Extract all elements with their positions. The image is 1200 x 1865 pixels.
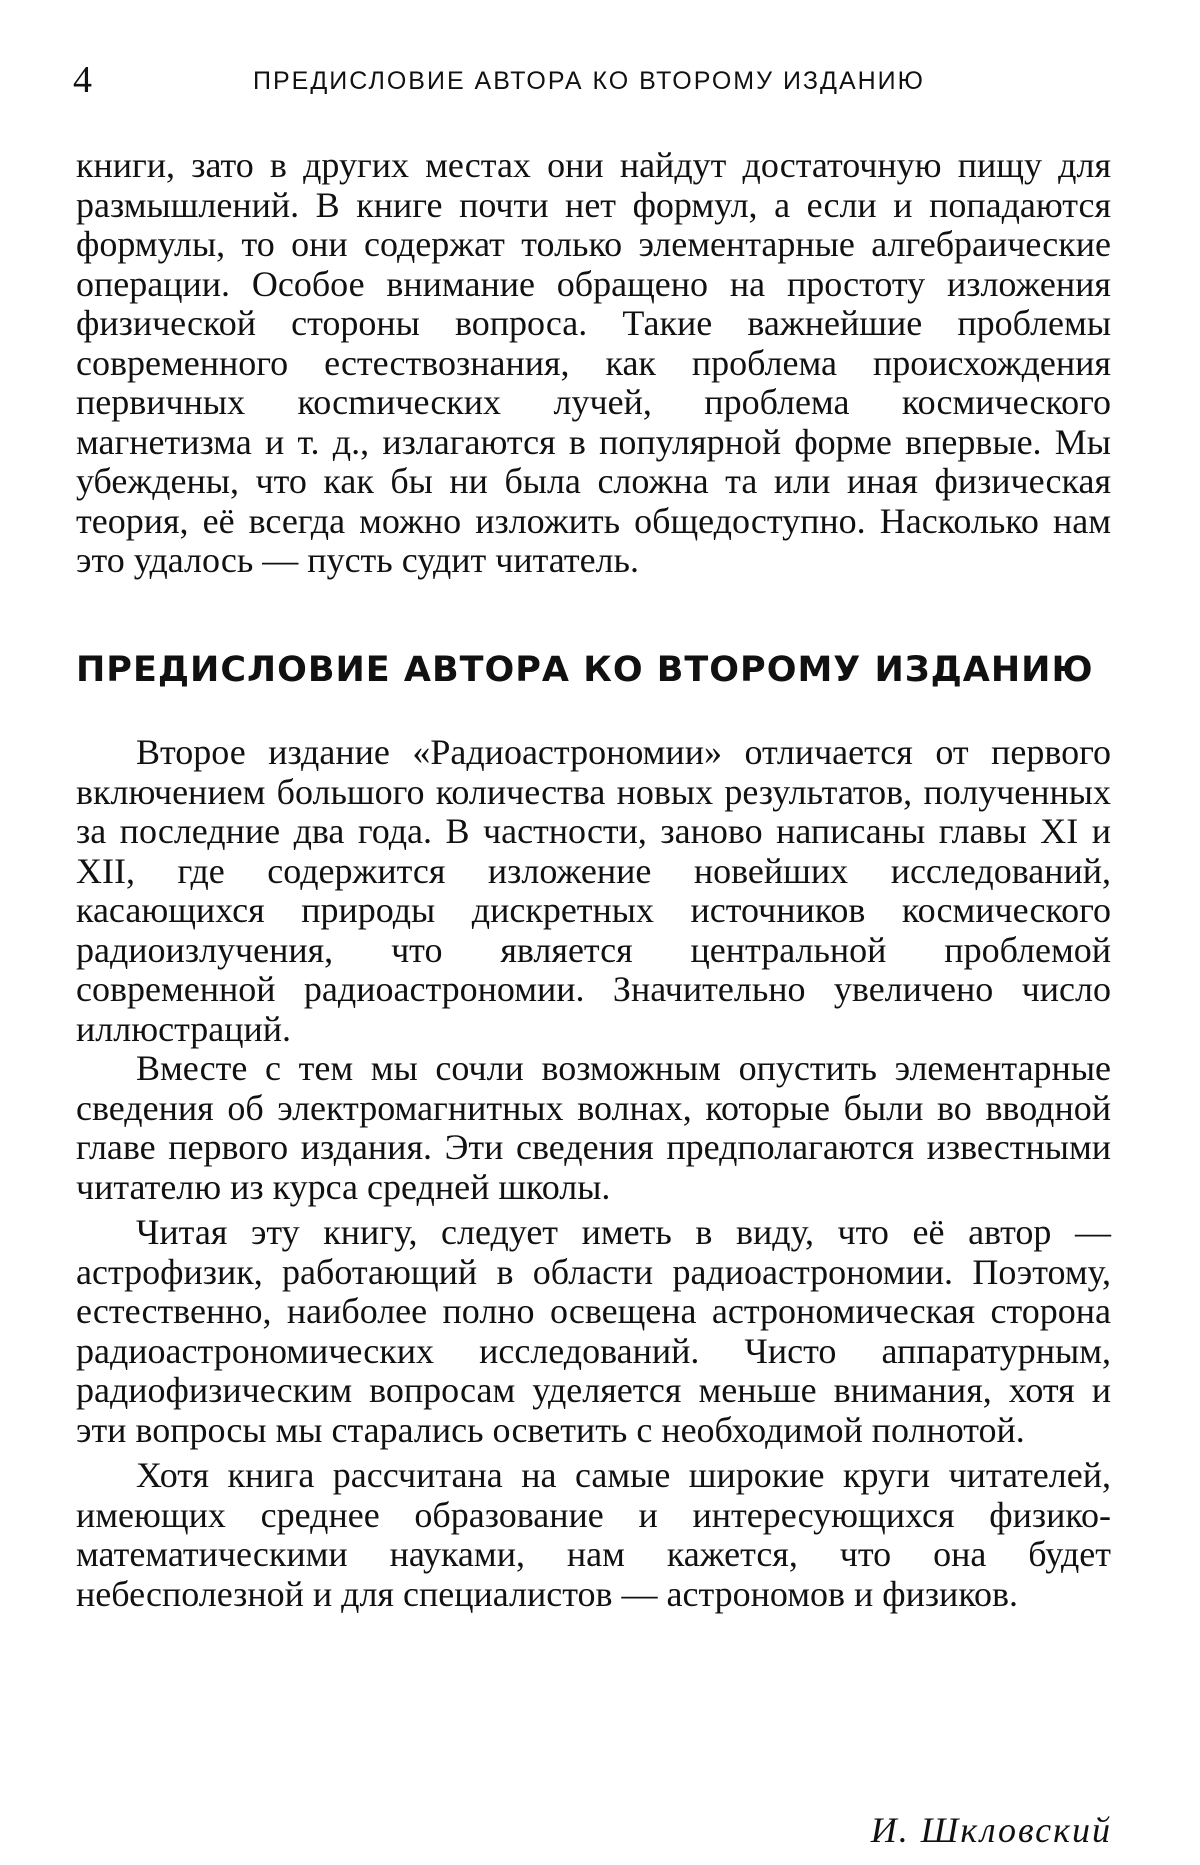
continuation-paragraph: книги, зато в других местах они найдут достаточную пищу для размышлений. В книге почти нет формул, а если и попадаются формулы, то они содержат только элементарные алгебраические операции. Особое внимание обращено на простоту изложения физической стороны вопроса. Такие важнейшие проблемы современного естествознания, как проблема происхождения первичных косmических лучей, проблема космического магнетизма и т. д., излагаются в популярной форме впервые. Мы убеждены, что как бы ни была сложна та или иная физическая теория, её всегда можно изложить общедоступно. Насколько нам это удалось — пусть судит читатель. [76,145,1111,580]
running-head [73,60,1115,100]
continuation-block [76,146,1111,581]
running-title: ПРЕДИСЛОВИЕ АВТОРА КО ВТОРОМУ ИЗДАНИЮ [253,67,925,95]
section-body [76,733,1111,1614]
page-number: 4 [73,59,92,101]
paragraph-2: Вместе с тем мы сочли возможным опустить элементарные сведения об электромагнитных волнах, которые были во вводной главе первого издания. Эти сведения предполагаются известными читателю из курса средней школы. [76,1048,1111,1207]
section-heading: ПРЕДИСЛОВИЕ АВТОРА КО ВТОРОМУ ИЗДАНИЮ [76,650,1094,690]
author-signature: И. Шкловский [870,1810,1112,1850]
paragraph-1: Второе издание «Радиоастрономии» отличается от первого включением большого количества новых результатов, полученных за последние два года. В частности, заново написаны главы XI и XII, где содержится изложение новейших исследований, касающихся природы дискретных источников космического радиоизлучения, что является центральной проблемой современной радиоастрономии. Значительно увеличено число иллюстраций. [76,732,1111,1049]
paragraph-4: Хотя книга рассчитана на самые широкие круги читателей, имеющих среднее образование и интересующихся физико-математическими науками, нам кажется, что она будет небесполезной и для специалистов — астрономов и физиков. [76,1455,1111,1614]
paragraph-3: Читая эту книгу, следует иметь в виду, что её автор — астрофизик, работающий в области радиоастрономии. Поэтому, естественно, наиболее полно освещена астрономическая сторона радиоастрономических исследований. Чисто аппаратурным, радиофизическим вопросам уделяется меньше внимания, хотя и эти вопросы мы старались осветить с необходимой полнотой. [76,1212,1111,1450]
